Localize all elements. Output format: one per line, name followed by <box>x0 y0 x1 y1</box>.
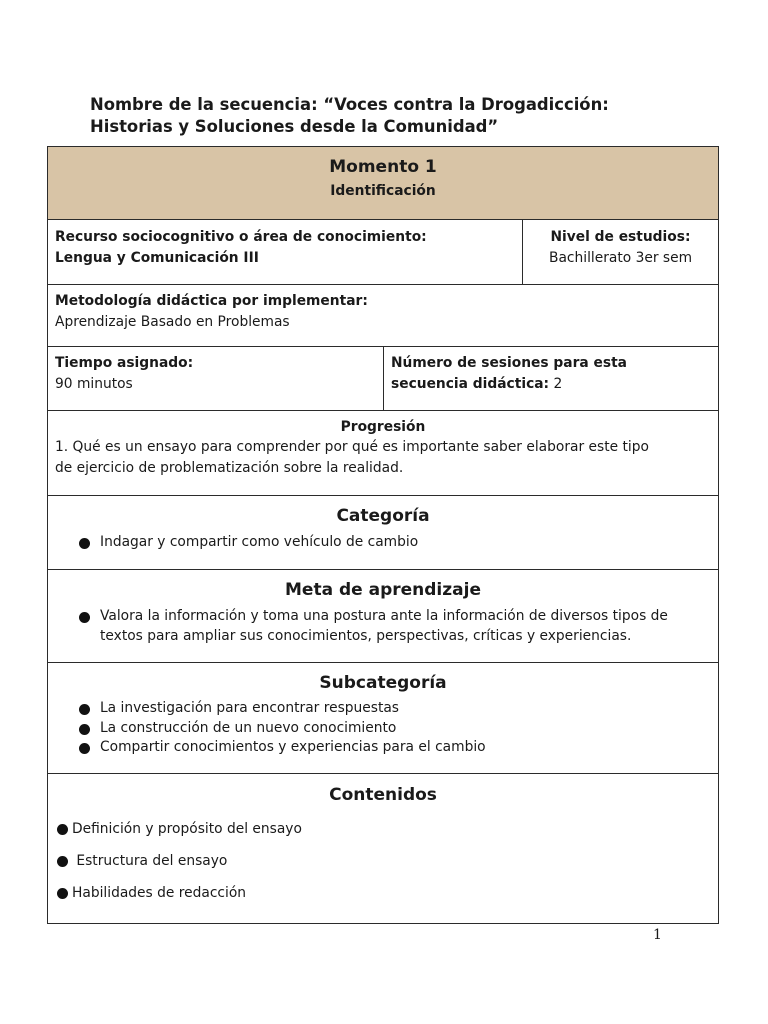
meta-heading: Meta de aprendizaje <box>285 580 481 600</box>
list-item: Definición y propósito del ensayo <box>55 819 711 839</box>
recurso-cell <box>48 220 523 285</box>
contenidos-list <box>55 819 711 903</box>
tiempo-label: Tiempo asignado: <box>55 355 194 371</box>
bullet-icon <box>79 612 90 623</box>
document-title <box>90 94 690 138</box>
momento-title: Momento 1 <box>329 157 437 177</box>
recurso-value: Lengua y Comunicación III <box>55 250 259 266</box>
categoria-cell <box>48 496 719 570</box>
subcategoria-heading: Subcategoría <box>319 673 447 693</box>
contenidos-row <box>48 774 719 924</box>
bullet-icon <box>79 743 90 754</box>
metodologia-row <box>48 285 719 347</box>
nivel-label: Nivel de estudios: <box>550 229 691 245</box>
recurso-label: Recurso sociocognitivo o área de conocimiento: <box>55 229 427 245</box>
tiempo-row <box>48 347 719 411</box>
subcategoria-list <box>55 699 711 758</box>
metodologia-value: Aprendizaje Basado en Problemas <box>55 314 290 330</box>
progresion-cell <box>48 411 719 496</box>
sequence-table <box>47 146 719 924</box>
recurso-row <box>48 220 719 285</box>
progresion-row <box>48 411 719 496</box>
fase-title: Identificación <box>330 183 436 199</box>
bullet-icon <box>57 856 68 867</box>
tiempo-value: 90 minutos <box>55 376 133 392</box>
contenidos-heading: Contenidos <box>329 785 437 805</box>
list-item: Habilidades de redacción <box>55 883 711 903</box>
header-row <box>48 147 719 220</box>
nivel-cell <box>523 220 719 285</box>
list-item: Valora la información y toma una postura ante la información de diversos tipos de textos para ampliar sus conocimientos, perspectivas, críticas y experiencias. <box>55 607 701 646</box>
categoria-list <box>55 533 711 553</box>
metodologia-cell <box>48 285 719 347</box>
categoria-row <box>48 496 719 570</box>
bullet-icon <box>57 888 68 899</box>
progresion-heading: Progresión <box>340 419 426 435</box>
subcategoria-cell <box>48 663 719 774</box>
list-item: La investigación para encontrar respuestas <box>55 699 711 719</box>
progresion-text-2: de ejercicio de problematización sobre la realidad. <box>55 460 404 476</box>
bullet-icon <box>79 538 90 549</box>
meta-list <box>55 607 711 646</box>
meta-row <box>48 570 719 663</box>
meta-cell <box>48 570 719 663</box>
list-item: Indagar y compartir como vehículo de cambio <box>55 533 711 553</box>
sesiones-label-1: Número de sesiones para esta <box>391 355 627 371</box>
nivel-value: Bachillerato 3er sem <box>548 250 693 266</box>
list-item: Compartir conocimientos y experiencias para el cambio <box>55 738 711 758</box>
progresion-text-1: 1. Qué es un ensayo para comprender por qué es importante saber elaborar este tipo <box>55 439 649 455</box>
title-line-2: Historias y Soluciones desde la Comunidad” <box>90 117 499 136</box>
sesiones-cell <box>384 347 719 411</box>
page-number: 1 <box>653 927 662 943</box>
list-item: La construcción de un nuevo conocimiento <box>55 719 711 739</box>
sesiones-label-2: secuencia didáctica: <box>391 376 550 392</box>
momento-header <box>48 147 719 220</box>
bullet-icon <box>79 704 90 715</box>
list-item: Estructura del ensayo <box>55 851 711 871</box>
subcategoria-row <box>48 663 719 774</box>
title-line-1: Nombre de la secuencia: “Voces contra la Drogadicción: <box>90 95 609 114</box>
sesiones-value: 2 <box>553 376 563 392</box>
categoria-heading: Categoría <box>336 506 430 526</box>
contenidos-cell <box>48 774 719 924</box>
bullet-icon <box>79 724 90 735</box>
tiempo-cell <box>48 347 384 411</box>
metodologia-label: Metodología didáctica por implementar: <box>55 293 368 309</box>
bullet-icon <box>57 824 68 835</box>
